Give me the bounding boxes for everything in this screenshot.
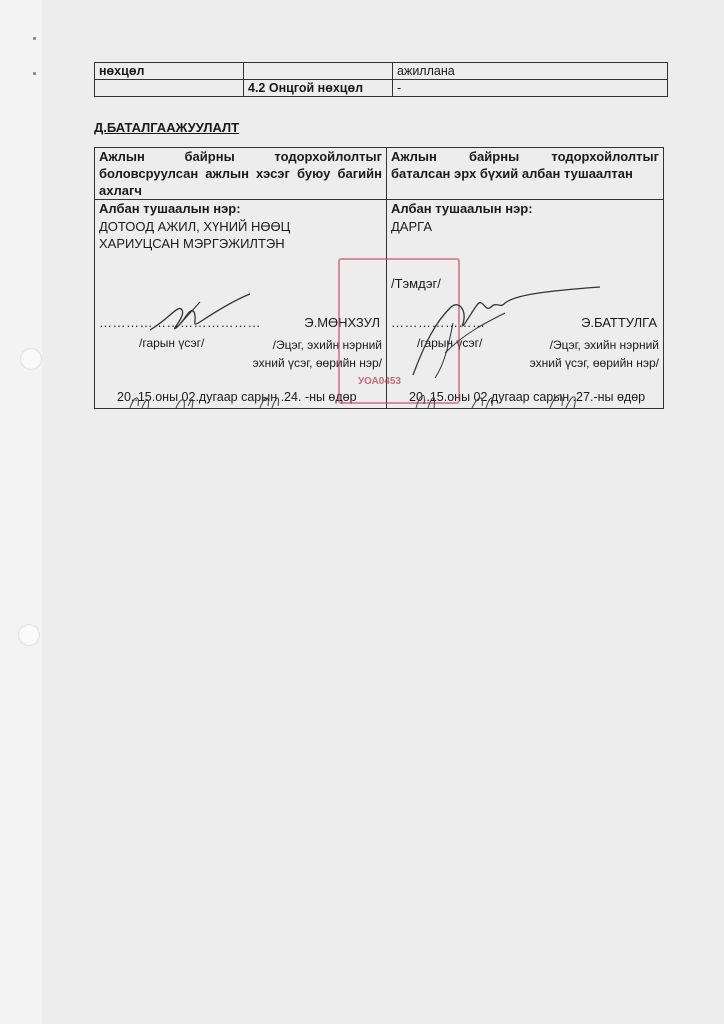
date-line: 20..15.оны 02.дугаар сарын .24. -ны өдөр xyxy=(117,390,357,404)
left-header: Ажлын байрны тодорхойлолтыг боловсруулсан ажлын хэсэг буюу багийн ахлагч xyxy=(95,148,387,200)
signature-caption: /гарын үсэг/ xyxy=(417,336,483,350)
scan-speck xyxy=(33,37,36,40)
position-label: Албан тушаалын нэр: xyxy=(391,201,533,216)
table-cell: ажиллана xyxy=(393,63,668,80)
table-cell: - xyxy=(393,80,668,97)
signer-name: Э.МӨНХЗУЛ xyxy=(304,315,380,330)
signer-name: Э.БАТТУЛГА xyxy=(581,315,657,330)
table-cell: 4.2 Онцгой нөхцөл xyxy=(244,80,393,97)
signature-dots: ……………………………… xyxy=(99,315,261,330)
punch-hole xyxy=(18,624,40,646)
requirements-table xyxy=(94,62,668,97)
scan-speck xyxy=(33,72,36,75)
table-cell xyxy=(95,80,244,97)
signature-dots: ………………… xyxy=(391,315,486,330)
stamp-label: /Тэмдэг/ xyxy=(391,276,441,291)
position-label: Албан тушаалын нэр: xyxy=(99,201,241,216)
name-caption: /Эцэг, эхийн нэрний эхний үсэг, өөрийн нэр/ xyxy=(252,338,382,370)
table-row xyxy=(95,63,668,80)
table-row xyxy=(95,148,664,200)
date-line: 20..15.оны 02.дугаар сарын .27.-ны өдөр xyxy=(409,390,646,404)
stamp-code: УОА0453 xyxy=(358,376,401,387)
right-header: Ажлын байрны тодорхойлолтыг баталсан эрх бүхий албан тушаалтан xyxy=(387,148,664,200)
table-cell: нөхцөл xyxy=(95,63,244,80)
punch-hole xyxy=(20,348,42,370)
position-value: ДАРГА xyxy=(391,219,432,234)
table-cell xyxy=(244,63,393,80)
table-row xyxy=(95,80,668,97)
position-value: ДОТООД АЖИЛ, ХҮНИЙ НӨӨЦ ХАРИУЦСАН МЭРГЭЖИЛТЭН xyxy=(99,219,291,251)
signature-caption: /гарын үсэг/ xyxy=(139,336,205,350)
page-margin xyxy=(0,0,42,1024)
section-heading: Д.БАТАЛГААЖУУЛАЛТ xyxy=(94,120,240,135)
name-caption: /Эцэг, эхийн нэрний эхний үсэг, өөрийн нэр/ xyxy=(529,338,659,370)
